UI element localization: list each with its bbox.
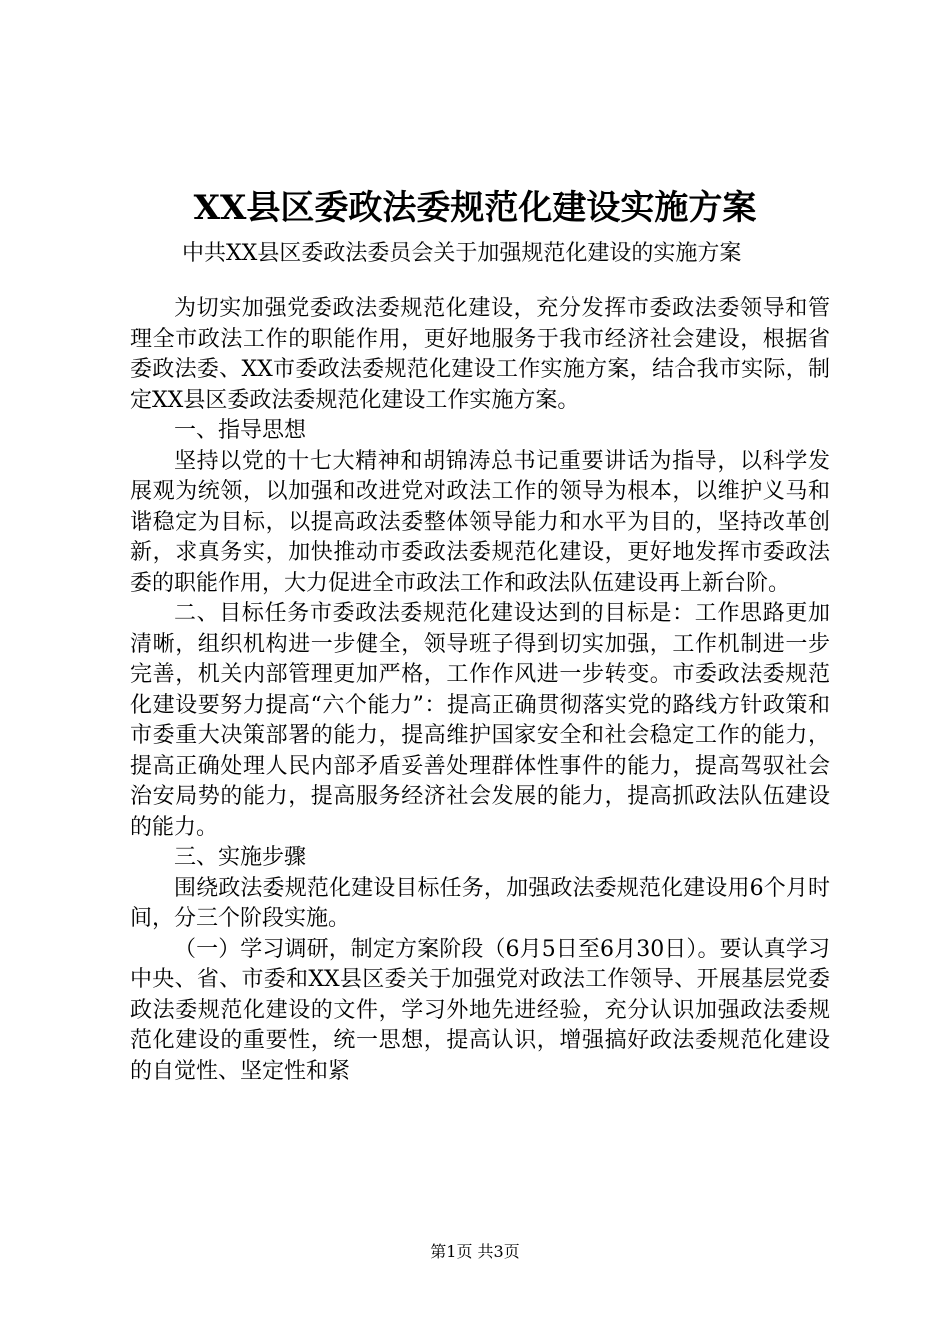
document-subtitle: 中共XX县区委政法委员会关于加强规范化建设的实施方案 [182,241,742,266]
paragraph-stage-one: （一）学习调研，制定方案阶段（6月5日至6月30日）。要认真学习中央、省、市委和XX县区委关于加强党对政法工作领导、开展基层党委政法委规范化建设的文件，学习外地先进经验，充分认识加强政法委规范化建设的重要性，统一思想，提高认识，增强搞好政法委规范化建设的自觉性、坚定性和紧 [130,936,830,1084]
section-heading-implementation-steps: 三、实施步骤 [174,845,307,870]
section-heading-guiding-ideology: 一、指导思想 [174,418,307,443]
document-body [130,294,830,1087]
paragraph-guiding-ideology: 坚持以党的十七大精神和胡锦涛总书记重要讲话为指导，以科学发展观为统领，以加强和改进党对政法工作的领导为根本，以维护义马和谐稳定为目标，以提高政法委整体领导能力和水平为目的，坚持改革创新，求真务实，加快推动市委政法委规范化建设，更好地发挥市委政法委的职能作用，大力促进全市政法工作和政法队伍建设再上新台阶。 [130,448,830,596]
paragraph-goals-tasks: 二、目标任务市委政法委规范化建设达到的目标是：工作思路更加清晰，组织机构进一步健全，领导班子得到切实加强，工作机制进一步完善，机关内部管理更加严格，工作作风进一步转变。市委政法委规范化建设要努力提高“六个能力”：提高正确贯彻落实党的路线方针政策和市委重大决策部署的能力，提高维护国家安全和社会稳定工作的能力，提高正确处理人民内部矛盾妥善处理群体性事件的能力，提高驾驭社会治安局势的能力，提高服务经济社会发展的能力，提高抓政法队伍建设的能力。 [130,601,830,840]
page-footer: 第1页 共3页 [430,1242,520,1261]
document-title: XX县区委政法委规范化建设实施方案 [193,188,757,228]
paragraph-intro: 为切实加强党委政法委规范化建设，充分发挥市委政法委领导和管理全市政法工作的职能作用，更好地服务于我市经济社会建设，根据省委政法委、XX市委政法委规范化建设工作实施方案，结合我市实际，制定XX县区委政法委规范化建设工作实施方案。 [130,296,830,413]
paragraph-implementation-steps: 围绕政法委规范化建设目标任务，加强政法委规范化建设用6个月时间，分三个阶段实施。 [130,875,830,931]
